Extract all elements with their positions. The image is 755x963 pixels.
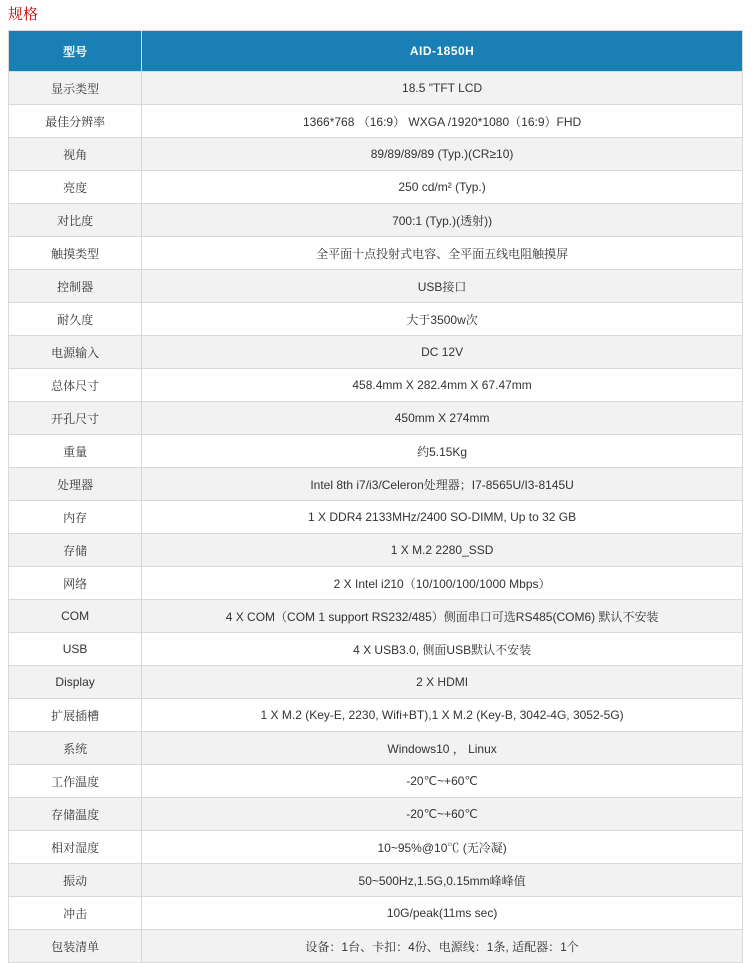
row-label: 总体尺寸 — [9, 369, 142, 402]
spec-table-body — [9, 31, 743, 963]
table-row — [9, 303, 743, 336]
table-row — [9, 105, 743, 138]
table-row — [9, 237, 743, 270]
header-cell-model-value: AID-1850H — [142, 31, 743, 72]
row-value: 50~500Hz,1.5G,0.15mm峰峰值 — [142, 864, 743, 897]
row-label: 网络 — [9, 567, 142, 600]
row-label: 重量 — [9, 435, 142, 468]
row-value: Intel 8th i7/i3/Celeron处理器；I7-8565U/I3-8145U — [142, 468, 743, 501]
row-value: USB接口 — [142, 270, 743, 303]
table-row — [9, 567, 743, 600]
row-value: 2 X Intel i210（10/100/100/1000 Mbps） — [142, 567, 743, 600]
row-value: 约5.15Kg — [142, 435, 743, 468]
row-value: 450mm X 274mm — [142, 402, 743, 435]
row-label: 扩展插槽 — [9, 699, 142, 732]
row-label: 对比度 — [9, 204, 142, 237]
table-row — [9, 930, 743, 963]
specification-table — [8, 30, 743, 963]
row-label: 控制器 — [9, 270, 142, 303]
table-row — [9, 204, 743, 237]
row-label: 存储 — [9, 534, 142, 567]
page-title: 规格 — [8, 6, 39, 23]
row-label: COM — [9, 600, 142, 633]
row-value: -20℃~+60℃ — [142, 798, 743, 831]
row-label: 相对湿度 — [9, 831, 142, 864]
row-label: 亮度 — [9, 171, 142, 204]
header-cell-model-label: 型号 — [9, 31, 142, 72]
row-label: 触摸类型 — [9, 237, 142, 270]
row-label: 显示类型 — [9, 72, 142, 105]
row-value: 2 X HDMI — [142, 666, 743, 699]
row-value: 1366*768 （16:9） WXGA /1920*1080（16:9）FHD — [142, 105, 743, 138]
row-value: 4 X COM（COM 1 support RS232/485）侧面串口可选RS485(COM6) 默认不安装 — [142, 600, 743, 633]
table-row — [9, 369, 743, 402]
row-value: 1 X DDR4 2133MHz/2400 SO-DIMM, Up to 32 GB — [142, 501, 743, 534]
row-label: 冲击 — [9, 897, 142, 930]
row-value: DC 12V — [142, 336, 743, 369]
row-value: Windows10 ， Linux — [142, 732, 743, 765]
row-value: 89/89/89/89 (Typ.)(CR≥10) — [142, 138, 743, 171]
row-value: 全平面十点投射式电容、全平面五线电阻触摸屏 — [142, 237, 743, 270]
row-label: 电源输入 — [9, 336, 142, 369]
row-label: 视角 — [9, 138, 142, 171]
row-value: 458.4mm X 282.4mm X 67.47mm — [142, 369, 743, 402]
table-row — [9, 666, 743, 699]
table-row — [9, 138, 743, 171]
table-row — [9, 600, 743, 633]
row-label: 存储温度 — [9, 798, 142, 831]
table-row — [9, 831, 743, 864]
row-label: 工作温度 — [9, 765, 142, 798]
table-row — [9, 534, 743, 567]
table-row — [9, 501, 743, 534]
table-row — [9, 468, 743, 501]
row-label: 包装清单 — [9, 930, 142, 963]
row-value: 18.5 "TFT LCD — [142, 72, 743, 105]
row-label: 开孔尺寸 — [9, 402, 142, 435]
row-label: 内存 — [9, 501, 142, 534]
row-value: 250 cd/m² (Typ.) — [142, 171, 743, 204]
row-value: 大于3500w次 — [142, 303, 743, 336]
table-row — [9, 336, 743, 369]
table-row — [9, 765, 743, 798]
row-value: -20℃~+60℃ — [142, 765, 743, 798]
row-value: 700:1 (Typ.)(透射)) — [142, 204, 743, 237]
row-label: 耐久度 — [9, 303, 142, 336]
table-row — [9, 171, 743, 204]
row-label: 振动 — [9, 864, 142, 897]
table-row — [9, 633, 743, 666]
row-value: 设备：1台、卡扣：4份、电源线：1条, 适配器：1个 — [142, 930, 743, 963]
table-row — [9, 402, 743, 435]
table-header-row — [9, 31, 743, 72]
table-row — [9, 897, 743, 930]
row-value: 10G/peak(11ms sec) — [142, 897, 743, 930]
row-value: 1 X M.2 2280_SSD — [142, 534, 743, 567]
table-row — [9, 72, 743, 105]
row-label: 最佳分辨率 — [9, 105, 142, 138]
row-label: 系统 — [9, 732, 142, 765]
table-row — [9, 270, 743, 303]
table-row — [9, 435, 743, 468]
row-label: 处理器 — [9, 468, 142, 501]
table-row — [9, 699, 743, 732]
row-value: 10~95%@10℃ (无冷凝) — [142, 831, 743, 864]
row-value: 4 X USB3.0, 侧面USB默认不安装 — [142, 633, 743, 666]
table-row — [9, 732, 743, 765]
row-label: USB — [9, 633, 142, 666]
row-label: Display — [9, 666, 142, 699]
table-row — [9, 798, 743, 831]
row-value: 1 X M.2 (Key-E, 2230, Wifi+BT),1 X M.2 (Key-B, 3042-4G, 3052-5G) — [142, 699, 743, 732]
table-row — [9, 864, 743, 897]
